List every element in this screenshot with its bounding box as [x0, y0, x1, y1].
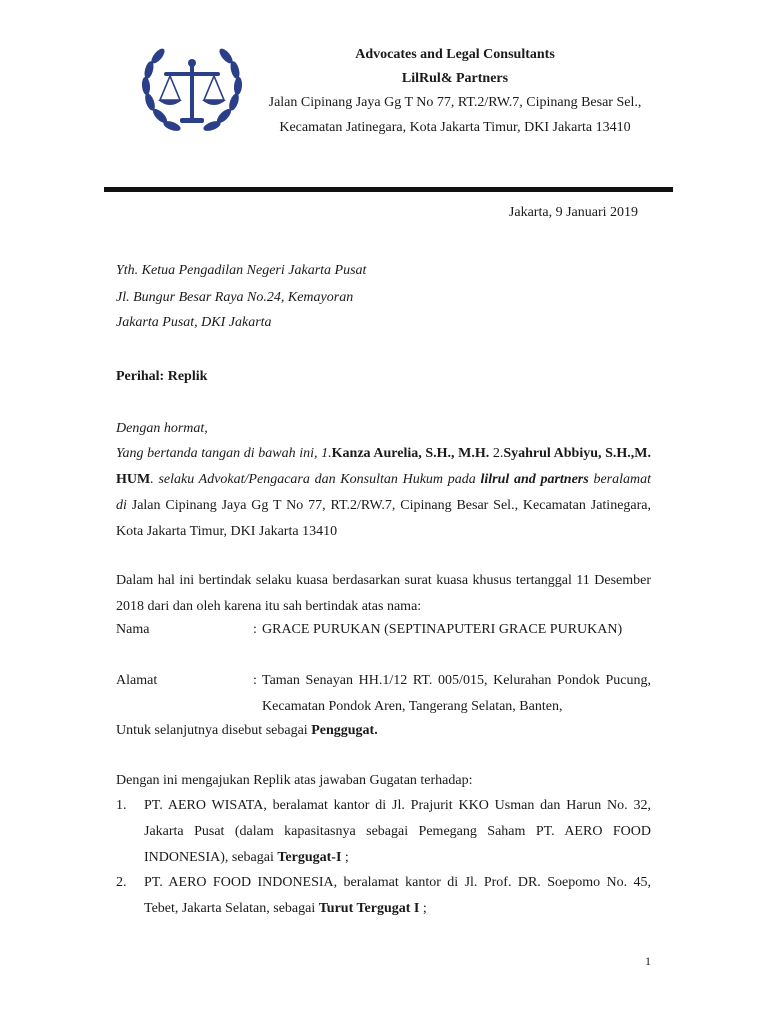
page-number: 1 — [645, 954, 651, 968]
intro-text-1: Yang bertanda tangan di bawah ini, 1. — [116, 446, 332, 461]
name-label: Nama — [116, 622, 150, 637]
defendant-tail: ; — [341, 850, 349, 865]
plaintiff-text: Untuk selanjutnya disebut sebagai — [116, 723, 312, 738]
address-label: Alamat — [116, 673, 158, 688]
list-item-number: 2. — [116, 875, 127, 890]
defendant-text: PT. AERO WISATA, beralamat kantor di Jl. Prajurit KKO Usman dan Harun No. 32, Jakarta Pusat (dalam kapasitasnya sebagai Pemegang Saham PT. AERO FOOD INDONESIA), sebagai — [144, 798, 651, 865]
letter-date: Jakarta, 9 Januari 2019 — [508, 205, 638, 220]
recipient-line-3: Jakarta Pusat, DKI Jakarta — [116, 315, 272, 330]
address-colon: : — [253, 673, 257, 688]
plaintiff-line — [116, 718, 378, 744]
list-item — [144, 870, 651, 922]
scales-of-justice-icon — [136, 44, 248, 140]
defendant-text: PT. AERO FOOD INDONESIA, beralamat kantor di Jl. Prof. DR. Soepomo No. 45, Tebet, Jakarta Selatan, sebagai — [144, 875, 651, 916]
intro-text-2: 2. — [489, 446, 504, 461]
firm-address: Jalan Cipinang Jaya Gg T No 77, RT.2/RW.7, Cipinang Besar Sel., Kecamatan Jatinegara, Kota Jakarta Timur, DKI Jakarta 13410 — [268, 95, 642, 135]
reply-intro: Dengan ini mengajukan Replik atas jawaban Gugatan terhadap: — [116, 773, 473, 788]
intro-text-4: beralamat di — [116, 472, 651, 513]
list-item — [144, 793, 651, 871]
defendant-tail: ; — [419, 901, 427, 916]
advocate-name-1: Kanza Aurelia, S.H., M.H. — [331, 446, 490, 461]
intro-text-3: . selaku Advokat/Pengacara dan Konsultan Hukum pada — [150, 472, 481, 487]
header-divider — [104, 187, 673, 192]
plaintiff-role: Penggugat. — [311, 723, 378, 738]
defendant-role: Turut Tergugat I — [318, 901, 420, 916]
firm-name: LilRul& Partners — [401, 71, 509, 86]
firm-reference: lilrul and partners — [480, 472, 589, 487]
subject-line: Perihal: Replik — [116, 369, 208, 384]
salutation: Dengan hormat, — [116, 421, 208, 436]
intro-paragraph — [116, 441, 651, 545]
name-colon: : — [253, 622, 257, 637]
recipient-line-1: Yth. Ketua Pengadilan Negeri Jakarta Pusat — [116, 263, 367, 278]
list-item-number: 1. — [116, 798, 127, 813]
defendant-role: Tergugat-I — [277, 850, 342, 865]
name-value: GRACE PURUKAN (SEPTINAPUTERI GRACE PURUKAN) — [262, 622, 623, 637]
power-of-attorney-paragraph: Dalam hal ini bertindak selaku kuasa berdasarkan surat kuasa khusus tertanggal 11 Desember 2018 dari dan oleh karena itu sah bertindak atas nama: — [116, 573, 651, 614]
advocate-name-2: Syahrul Abbiyu, S.H.,M. HUM — [116, 446, 652, 487]
firm-title: Advocates and Legal Consultants — [355, 47, 555, 62]
address-value: Taman Senayan HH.1/12 RT. 005/015, Kelurahan Pondok Pucung, Kecamatan Pondok Aren, Tangerang Selatan, Banten, — [262, 673, 651, 714]
intro-address: Jalan Cipinang Jaya Gg T No 77, RT.2/RW.7, Cipinang Besar Sel., Kecamatan Jatinegara, Kota Jakarta Timur, DKI Jakarta 13410 — [116, 498, 651, 539]
recipient-line-2: Jl. Bungur Besar Raya No.24, Kemayoran — [116, 290, 354, 305]
